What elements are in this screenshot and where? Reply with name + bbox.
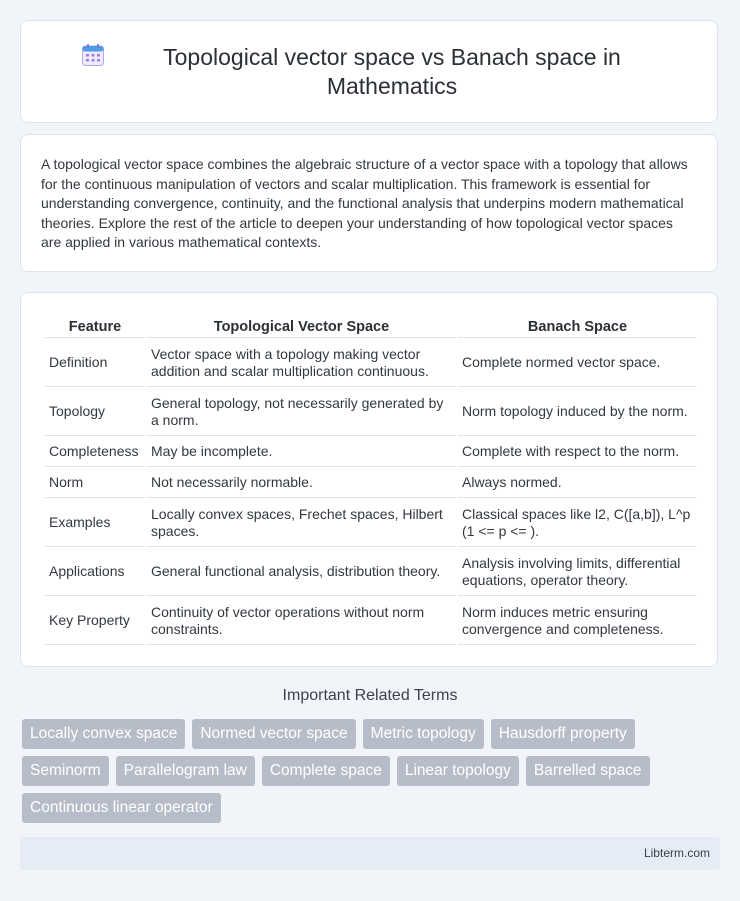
related-terms-title: Important Related Terms xyxy=(282,687,458,704)
table-row xyxy=(45,438,697,467)
banach-cell: Norm topology induced by the norm. xyxy=(458,389,697,436)
banach-cell: Complete with respect to the norm. xyxy=(458,438,697,467)
header-topological-vector-space: Topological Vector Space xyxy=(147,316,456,338)
table-row xyxy=(45,598,697,645)
tag-linear-topology[interactable]: Linear topology xyxy=(397,756,519,786)
comparison-card xyxy=(20,292,718,667)
page-title: Topological vector space vs Banach space in Mathematics xyxy=(163,43,621,99)
tag-parallelogram-law[interactable]: Parallelogram law xyxy=(116,756,255,786)
banach-cell: Classical spaces like l2, C([a,b]), L^p (1 <= p <= ). xyxy=(458,500,697,547)
tag-metric-topology[interactable]: Metric topology xyxy=(363,719,484,749)
table-header-row xyxy=(45,316,697,338)
calendar-icon xyxy=(81,43,105,72)
feature-cell: Completeness xyxy=(45,438,145,467)
header-card xyxy=(20,20,718,123)
tag-normed-vector-space[interactable]: Normed vector space xyxy=(192,719,355,749)
header-banach-space: Banach Space xyxy=(458,316,697,338)
tvs-cell: Not necessarily normable. xyxy=(147,469,456,498)
table-row xyxy=(45,389,697,436)
feature-cell: Topology xyxy=(45,389,145,436)
comparison-table xyxy=(43,314,699,647)
banach-cell: Analysis involving limits, differential equations, operator theory. xyxy=(458,549,697,596)
banach-cell: Complete normed vector space. xyxy=(458,340,697,387)
banach-cell: Norm induces metric ensuring convergence and completeness. xyxy=(458,598,697,645)
header-feature: Feature xyxy=(45,316,145,338)
feature-cell: Norm xyxy=(45,469,145,498)
table-row xyxy=(45,469,697,498)
table-row xyxy=(45,500,697,547)
intro-text: A topological vector space combines the algebraic structure of a vector space with a topology that allows for the continuous manipulation of vectors and scalar multiplication. This framework is essential for understanding convergence, continuity, and the functional analysis that underpins modern mathematical theories. Explore the rest of the article to deepen your understanding of how topological vector spaces are applied in various mathematical contexts. xyxy=(41,156,688,250)
table-row xyxy=(45,549,697,596)
tvs-cell: Locally convex spaces, Frechet spaces, Hilbert spaces. xyxy=(147,500,456,547)
tag-locally-convex-space[interactable]: Locally convex space xyxy=(22,719,185,749)
tvs-cell: General topology, not necessarily generated by a norm. xyxy=(147,389,456,436)
tag-complete-space[interactable]: Complete space xyxy=(262,756,390,786)
tag-hausdorff-property[interactable]: Hausdorff property xyxy=(491,719,635,749)
tvs-cell: General functional analysis, distribution theory. xyxy=(147,549,456,596)
intro-card xyxy=(20,134,718,272)
tvs-cell: Vector space with a topology making vector addition and scalar multiplication continuous. xyxy=(147,340,456,387)
tag-continuous-linear-operator[interactable]: Continuous linear operator xyxy=(22,793,221,823)
related-terms-list xyxy=(22,719,722,830)
tag-seminorm[interactable]: Seminorm xyxy=(22,756,109,786)
footer xyxy=(20,837,720,870)
tag-barrelled-space[interactable]: Barrelled space xyxy=(526,756,650,786)
table-row xyxy=(45,340,697,387)
feature-cell: Definition xyxy=(45,340,145,387)
banach-cell: Always normed. xyxy=(458,469,697,498)
footer-site-link[interactable]: Libterm.com xyxy=(643,846,710,860)
feature-cell: Key Property xyxy=(45,598,145,645)
feature-cell: Applications xyxy=(45,549,145,596)
feature-cell: Examples xyxy=(45,500,145,547)
tvs-cell: May be incomplete. xyxy=(147,438,456,467)
tvs-cell: Continuity of vector operations without norm constraints. xyxy=(147,598,456,645)
